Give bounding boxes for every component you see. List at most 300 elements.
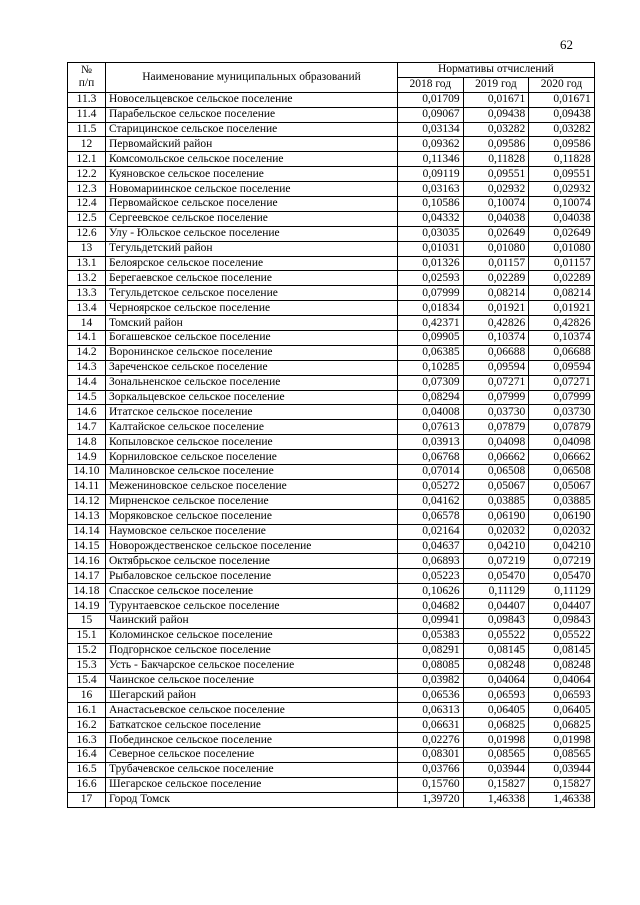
norm-2020: 0,15827 xyxy=(529,777,595,792)
table-row xyxy=(68,479,595,494)
municipality-name: Новомариинское сельское поселение xyxy=(106,182,398,197)
row-number: 12.4 xyxy=(68,197,106,212)
municipality-name: Новорождественское сельское поселение xyxy=(106,539,398,554)
norm-2019: 0,06662 xyxy=(463,450,529,465)
row-number: 14.18 xyxy=(68,584,106,599)
norm-2019: 0,10074 xyxy=(463,197,529,212)
table-header xyxy=(68,63,595,93)
norm-2018: 0,03035 xyxy=(398,226,464,241)
norm-2019: 0,02932 xyxy=(463,182,529,197)
table-row xyxy=(68,539,595,554)
row-number: 16.3 xyxy=(68,733,106,748)
norm-2020: 0,04064 xyxy=(529,673,595,688)
norm-2020: 0,10374 xyxy=(529,331,595,346)
municipality-name: Побединское сельское поселение xyxy=(106,733,398,748)
table-row xyxy=(68,450,595,465)
municipality-name: Парабельское сельское поселение xyxy=(106,107,398,122)
table-row xyxy=(68,316,595,331)
table-row xyxy=(68,405,595,420)
norm-2018: 0,09905 xyxy=(398,331,464,346)
row-number: 15.2 xyxy=(68,643,106,658)
row-number: 15 xyxy=(68,613,106,628)
municipality-name: Воронинское сельское поселение xyxy=(106,345,398,360)
norm-2020: 0,08145 xyxy=(529,643,595,658)
municipality-name: Трубачевское сельское поселение xyxy=(106,762,398,777)
norm-2019: 0,10374 xyxy=(463,331,529,346)
row-number: 16.5 xyxy=(68,762,106,777)
norm-2018: 0,10285 xyxy=(398,360,464,375)
table-row xyxy=(68,703,595,718)
norm-2018: 0,02593 xyxy=(398,271,464,286)
norm-2019: 0,11828 xyxy=(463,152,529,167)
municipality-name: Чаинское сельское поселение xyxy=(106,673,398,688)
norm-2020: 0,11828 xyxy=(529,152,595,167)
row-number: 14.19 xyxy=(68,599,106,614)
row-number: 12.5 xyxy=(68,211,106,226)
header-number xyxy=(68,63,106,93)
norm-2019: 0,01671 xyxy=(463,92,529,107)
row-number: 13.2 xyxy=(68,271,106,286)
table-row xyxy=(68,524,595,539)
municipality-name: Спасское сельское поселение xyxy=(106,584,398,599)
row-number: 14.7 xyxy=(68,420,106,435)
norm-2018: 0,07613 xyxy=(398,420,464,435)
norm-2019: 0,09843 xyxy=(463,613,529,628)
row-number: 16.6 xyxy=(68,777,106,792)
norm-2019: 0,08248 xyxy=(463,658,529,673)
norm-2018: 0,10626 xyxy=(398,584,464,599)
norm-2018: 0,04332 xyxy=(398,211,464,226)
norm-2019: 0,04098 xyxy=(463,435,529,450)
norm-2018: 0,07309 xyxy=(398,375,464,390)
norm-2020: 0,02289 xyxy=(529,271,595,286)
row-number: 16.4 xyxy=(68,747,106,762)
norm-2020: 0,02032 xyxy=(529,524,595,539)
municipality-name: Улу - Юльское сельское поселение xyxy=(106,226,398,241)
norm-2020: 0,03944 xyxy=(529,762,595,777)
norm-2019: 0,09586 xyxy=(463,137,529,152)
norm-2018: 0,01709 xyxy=(398,92,464,107)
municipality-name: Богашевское сельское поселение xyxy=(106,331,398,346)
norm-2018: 0,06893 xyxy=(398,554,464,569)
table-row xyxy=(68,733,595,748)
norm-2018: 0,03982 xyxy=(398,673,464,688)
table-row xyxy=(68,301,595,316)
norm-2018: 0,07014 xyxy=(398,465,464,480)
norm-2020: 0,05067 xyxy=(529,479,595,494)
row-number: 12.1 xyxy=(68,152,106,167)
row-number: 16 xyxy=(68,688,106,703)
row-number: 14.2 xyxy=(68,345,106,360)
row-number: 12 xyxy=(68,137,106,152)
norm-2019: 0,06825 xyxy=(463,718,529,733)
norm-2019: 0,02649 xyxy=(463,226,529,241)
norm-2019: 0,01157 xyxy=(463,256,529,271)
norm-2019: 0,07271 xyxy=(463,375,529,390)
norm-2019: 0,05067 xyxy=(463,479,529,494)
municipality-name: Сергеевское сельское поселение xyxy=(106,211,398,226)
table-row xyxy=(68,152,595,167)
table-row xyxy=(68,792,595,807)
row-number: 11.4 xyxy=(68,107,106,122)
norm-2019: 0,03885 xyxy=(463,494,529,509)
table-row xyxy=(68,613,595,628)
norm-2018: 0,03163 xyxy=(398,182,464,197)
municipality-name: Турунтаевское сельское поселение xyxy=(106,599,398,614)
page-number: 62 xyxy=(560,37,573,52)
norm-2019: 0,03944 xyxy=(463,762,529,777)
norm-2020: 0,09594 xyxy=(529,360,595,375)
municipality-name: Копыловское сельское поселение xyxy=(106,435,398,450)
table-row xyxy=(68,420,595,435)
norm-2020: 0,05522 xyxy=(529,628,595,643)
norm-2020: 0,04038 xyxy=(529,211,595,226)
norm-2018: 0,08294 xyxy=(398,390,464,405)
norm-2019: 0,04038 xyxy=(463,211,529,226)
row-number: 15.4 xyxy=(68,673,106,688)
norm-2019: 0,09438 xyxy=(463,107,529,122)
norm-2019: 0,04210 xyxy=(463,539,529,554)
municipality-name: Шегарское сельское поселение xyxy=(106,777,398,792)
norm-2020: 0,06405 xyxy=(529,703,595,718)
table-row xyxy=(68,345,595,360)
row-number: 14.16 xyxy=(68,554,106,569)
norm-2020: 0,07219 xyxy=(529,554,595,569)
municipality-name: Шегарский район xyxy=(106,688,398,703)
municipality-name: Первомайское сельское поселение xyxy=(106,197,398,212)
norm-2020: 0,06688 xyxy=(529,345,595,360)
table-row xyxy=(68,197,595,212)
norm-2019: 0,01080 xyxy=(463,241,529,256)
norm-2020: 0,03282 xyxy=(529,122,595,137)
table-row xyxy=(68,494,595,509)
norm-2018: 0,03134 xyxy=(398,122,464,137)
norm-2019: 0,08214 xyxy=(463,286,529,301)
norm-2018: 0,15760 xyxy=(398,777,464,792)
table-row xyxy=(68,271,595,286)
norm-2018: 0,01326 xyxy=(398,256,464,271)
municipality-name: Корниловское сельское поселение xyxy=(106,450,398,465)
norm-2020: 0,11129 xyxy=(529,584,595,599)
header-number-line1: № xyxy=(81,64,92,77)
row-number: 14.6 xyxy=(68,405,106,420)
norm-2020: 0,07879 xyxy=(529,420,595,435)
table-row xyxy=(68,777,595,792)
norm-2020: 0,08214 xyxy=(529,286,595,301)
norm-2018: 0,06578 xyxy=(398,509,464,524)
municipality-name: Томский район xyxy=(106,316,398,331)
norm-2019: 0,01921 xyxy=(463,301,529,316)
norm-2019: 0,42826 xyxy=(463,316,529,331)
norm-2018: 0,09119 xyxy=(398,167,464,182)
table-row xyxy=(68,762,595,777)
norm-2019: 1,46338 xyxy=(463,792,529,807)
table-row xyxy=(68,628,595,643)
row-number: 16.2 xyxy=(68,718,106,733)
municipality-name: Белоярское сельское поселение xyxy=(106,256,398,271)
norm-2020: 0,07999 xyxy=(529,390,595,405)
table-row xyxy=(68,554,595,569)
norm-2020: 0,09438 xyxy=(529,107,595,122)
norm-2020: 0,01157 xyxy=(529,256,595,271)
norm-2019: 0,05522 xyxy=(463,628,529,643)
table-row xyxy=(68,375,595,390)
norm-2020: 0,04407 xyxy=(529,599,595,614)
norm-2019: 0,03282 xyxy=(463,122,529,137)
row-number: 13 xyxy=(68,241,106,256)
norm-2018: 0,07999 xyxy=(398,286,464,301)
norm-2020: 0,08565 xyxy=(529,747,595,762)
norm-2018: 0,06768 xyxy=(398,450,464,465)
norm-2018: 0,09067 xyxy=(398,107,464,122)
norm-2018: 0,03766 xyxy=(398,762,464,777)
row-number: 11.5 xyxy=(68,122,106,137)
norm-2019: 0,05470 xyxy=(463,569,529,584)
municipality-name: Чаинский район xyxy=(106,613,398,628)
header-deduction-norms: Нормативы отчислений xyxy=(398,63,595,78)
norm-2018: 0,04682 xyxy=(398,599,464,614)
norm-2020: 0,07271 xyxy=(529,375,595,390)
municipality-name: Северное сельское поселение xyxy=(106,747,398,762)
table-row xyxy=(68,673,595,688)
municipality-name: Старицинское сельское поселение xyxy=(106,122,398,137)
norm-2018: 0,06385 xyxy=(398,345,464,360)
table-row xyxy=(68,360,595,375)
table-row xyxy=(68,92,595,107)
norm-2019: 0,02289 xyxy=(463,271,529,286)
municipality-name: Зональненское сельское поселение xyxy=(106,375,398,390)
norm-2020: 0,04210 xyxy=(529,539,595,554)
table-row xyxy=(68,286,595,301)
deductions-table xyxy=(67,62,595,808)
municipality-name: Наумовское сельское поселение xyxy=(106,524,398,539)
norm-2020: 0,05470 xyxy=(529,569,595,584)
norm-2018: 0,02164 xyxy=(398,524,464,539)
norm-2020: 0,01671 xyxy=(529,92,595,107)
norm-2019: 0,06593 xyxy=(463,688,529,703)
table-row xyxy=(68,167,595,182)
norm-2019: 0,09551 xyxy=(463,167,529,182)
norm-2018: 0,42371 xyxy=(398,316,464,331)
municipality-name: Рыбаловское сельское поселение xyxy=(106,569,398,584)
table-row xyxy=(68,331,595,346)
norm-2019: 0,11129 xyxy=(463,584,529,599)
norm-2019: 0,06688 xyxy=(463,345,529,360)
norm-2018: 0,06536 xyxy=(398,688,464,703)
norm-2019: 0,06508 xyxy=(463,465,529,480)
header-number-line2: п/п xyxy=(78,77,95,90)
header-year-2019: 2019 год xyxy=(463,77,529,92)
norm-2019: 0,06405 xyxy=(463,703,529,718)
row-number: 14.3 xyxy=(68,360,106,375)
municipality-name: Зареченское сельское поселение xyxy=(106,360,398,375)
norm-2018: 0,04637 xyxy=(398,539,464,554)
norm-2020: 0,03730 xyxy=(529,405,595,420)
table-body xyxy=(68,92,595,807)
row-number: 12.6 xyxy=(68,226,106,241)
row-number: 15.3 xyxy=(68,658,106,673)
table-row xyxy=(68,256,595,271)
norm-2019: 0,07219 xyxy=(463,554,529,569)
norm-2018: 1,39720 xyxy=(398,792,464,807)
norm-2018: 0,06313 xyxy=(398,703,464,718)
norm-2020: 0,10074 xyxy=(529,197,595,212)
norm-2019: 0,08145 xyxy=(463,643,529,658)
row-number: 14.5 xyxy=(68,390,106,405)
municipality-name: Тегульдетский район xyxy=(106,241,398,256)
table-row xyxy=(68,241,595,256)
municipality-name: Малиновское сельское поселение xyxy=(106,465,398,480)
norm-2020: 0,06825 xyxy=(529,718,595,733)
norm-2020: 0,02649 xyxy=(529,226,595,241)
norm-2020: 0,09551 xyxy=(529,167,595,182)
table-row xyxy=(68,718,595,733)
norm-2020: 0,01998 xyxy=(529,733,595,748)
municipality-name: Калтайское сельское поселение xyxy=(106,420,398,435)
norm-2020: 0,06508 xyxy=(529,465,595,480)
row-number: 11.3 xyxy=(68,92,106,107)
table-row xyxy=(68,390,595,405)
norm-2020: 0,03885 xyxy=(529,494,595,509)
row-number: 14.14 xyxy=(68,524,106,539)
row-number: 15.1 xyxy=(68,628,106,643)
table-row xyxy=(68,584,595,599)
norm-2019: 0,15827 xyxy=(463,777,529,792)
municipality-name: Итатское сельское поселение xyxy=(106,405,398,420)
row-number: 14.13 xyxy=(68,509,106,524)
municipality-name: Берегаевское сельское поселение xyxy=(106,271,398,286)
norm-2020: 0,08248 xyxy=(529,658,595,673)
norm-2019: 0,09594 xyxy=(463,360,529,375)
norm-2020: 0,02932 xyxy=(529,182,595,197)
header-municipality-name: Наименование муниципальных образований xyxy=(106,63,398,93)
municipality-name: Зоркальцевское сельское поселение xyxy=(106,390,398,405)
table-row xyxy=(68,747,595,762)
norm-2018: 0,11346 xyxy=(398,152,464,167)
norm-2018: 0,09941 xyxy=(398,613,464,628)
norm-2020: 0,42826 xyxy=(529,316,595,331)
row-number: 16.1 xyxy=(68,703,106,718)
norm-2018: 0,01031 xyxy=(398,241,464,256)
norm-2018: 0,03913 xyxy=(398,435,464,450)
norm-2018: 0,08301 xyxy=(398,747,464,762)
row-number: 14.4 xyxy=(68,375,106,390)
municipality-name: Тегульдетское сельское поселение xyxy=(106,286,398,301)
norm-2020: 0,09843 xyxy=(529,613,595,628)
norm-2020: 0,06593 xyxy=(529,688,595,703)
norm-2018: 0,02276 xyxy=(398,733,464,748)
header-year-2018: 2018 год xyxy=(398,77,464,92)
row-number: 13.1 xyxy=(68,256,106,271)
header-year-2020: 2020 год xyxy=(529,77,595,92)
row-number: 14.8 xyxy=(68,435,106,450)
norm-2018: 0,10586 xyxy=(398,197,464,212)
municipality-name: Мирненское сельское поселение xyxy=(106,494,398,509)
table-row xyxy=(68,107,595,122)
table-row xyxy=(68,226,595,241)
table-row xyxy=(68,465,595,480)
row-number: 13.4 xyxy=(68,301,106,316)
table-row xyxy=(68,643,595,658)
row-number: 14.9 xyxy=(68,450,106,465)
row-number: 17 xyxy=(68,792,106,807)
municipality-name: Октябрьское сельское поселение xyxy=(106,554,398,569)
norm-2019: 0,06190 xyxy=(463,509,529,524)
norm-2020: 0,01080 xyxy=(529,241,595,256)
row-number: 14.10 xyxy=(68,465,106,480)
norm-2018: 0,09362 xyxy=(398,137,464,152)
norm-2020: 0,06190 xyxy=(529,509,595,524)
norm-2018: 0,05223 xyxy=(398,569,464,584)
norm-2019: 0,07999 xyxy=(463,390,529,405)
municipality-name: Межениновское сельское поселение xyxy=(106,479,398,494)
municipality-name: Куяновское сельское поселение xyxy=(106,167,398,182)
municipality-name: Черноярское сельское поселение xyxy=(106,301,398,316)
norm-2020: 0,01921 xyxy=(529,301,595,316)
norm-2020: 0,04098 xyxy=(529,435,595,450)
table-row xyxy=(68,137,595,152)
municipality-name: Коломинское сельское поселение xyxy=(106,628,398,643)
norm-2019: 0,04064 xyxy=(463,673,529,688)
norm-2018: 0,05383 xyxy=(398,628,464,643)
norm-2019: 0,04407 xyxy=(463,599,529,614)
row-number: 14.17 xyxy=(68,569,106,584)
norm-2019: 0,03730 xyxy=(463,405,529,420)
municipality-name: Усть - Бакчарское сельское поселение xyxy=(106,658,398,673)
norm-2020: 0,09586 xyxy=(529,137,595,152)
norm-2018: 0,08291 xyxy=(398,643,464,658)
row-number: 14.12 xyxy=(68,494,106,509)
municipality-name: Новосельцевское сельское поселение xyxy=(106,92,398,107)
row-number: 14.11 xyxy=(68,479,106,494)
table-row xyxy=(68,182,595,197)
municipality-name: Баткатское сельское поселение xyxy=(106,718,398,733)
norm-2018: 0,08085 xyxy=(398,658,464,673)
row-number: 12.3 xyxy=(68,182,106,197)
norm-2019: 0,07879 xyxy=(463,420,529,435)
norm-2018: 0,01834 xyxy=(398,301,464,316)
table-row xyxy=(68,122,595,137)
municipality-name: Подгорнское сельское поселение xyxy=(106,643,398,658)
table-row xyxy=(68,688,595,703)
table-row xyxy=(68,569,595,584)
table-row xyxy=(68,211,595,226)
municipality-name: Первомайский район xyxy=(106,137,398,152)
table-row xyxy=(68,435,595,450)
table-row xyxy=(68,658,595,673)
norm-2018: 0,04008 xyxy=(398,405,464,420)
municipality-name: Город Томск xyxy=(106,792,398,807)
norm-2019: 0,01998 xyxy=(463,733,529,748)
municipality-name: Комсомольское сельское поселение xyxy=(106,152,398,167)
municipality-name: Моряковское сельское поселение xyxy=(106,509,398,524)
row-number: 14 xyxy=(68,316,106,331)
row-number: 14.1 xyxy=(68,331,106,346)
norm-2020: 1,46338 xyxy=(529,792,595,807)
row-number: 13.3 xyxy=(68,286,106,301)
row-number: 12.2 xyxy=(68,167,106,182)
norm-2018: 0,05272 xyxy=(398,479,464,494)
row-number: 14.15 xyxy=(68,539,106,554)
municipality-name: Анастасьевское сельское поселение xyxy=(106,703,398,718)
norm-2018: 0,04162 xyxy=(398,494,464,509)
table-row xyxy=(68,509,595,524)
table-row xyxy=(68,599,595,614)
norm-2018: 0,06631 xyxy=(398,718,464,733)
norm-2019: 0,08565 xyxy=(463,747,529,762)
norm-2019: 0,02032 xyxy=(463,524,529,539)
norm-2020: 0,06662 xyxy=(529,450,595,465)
